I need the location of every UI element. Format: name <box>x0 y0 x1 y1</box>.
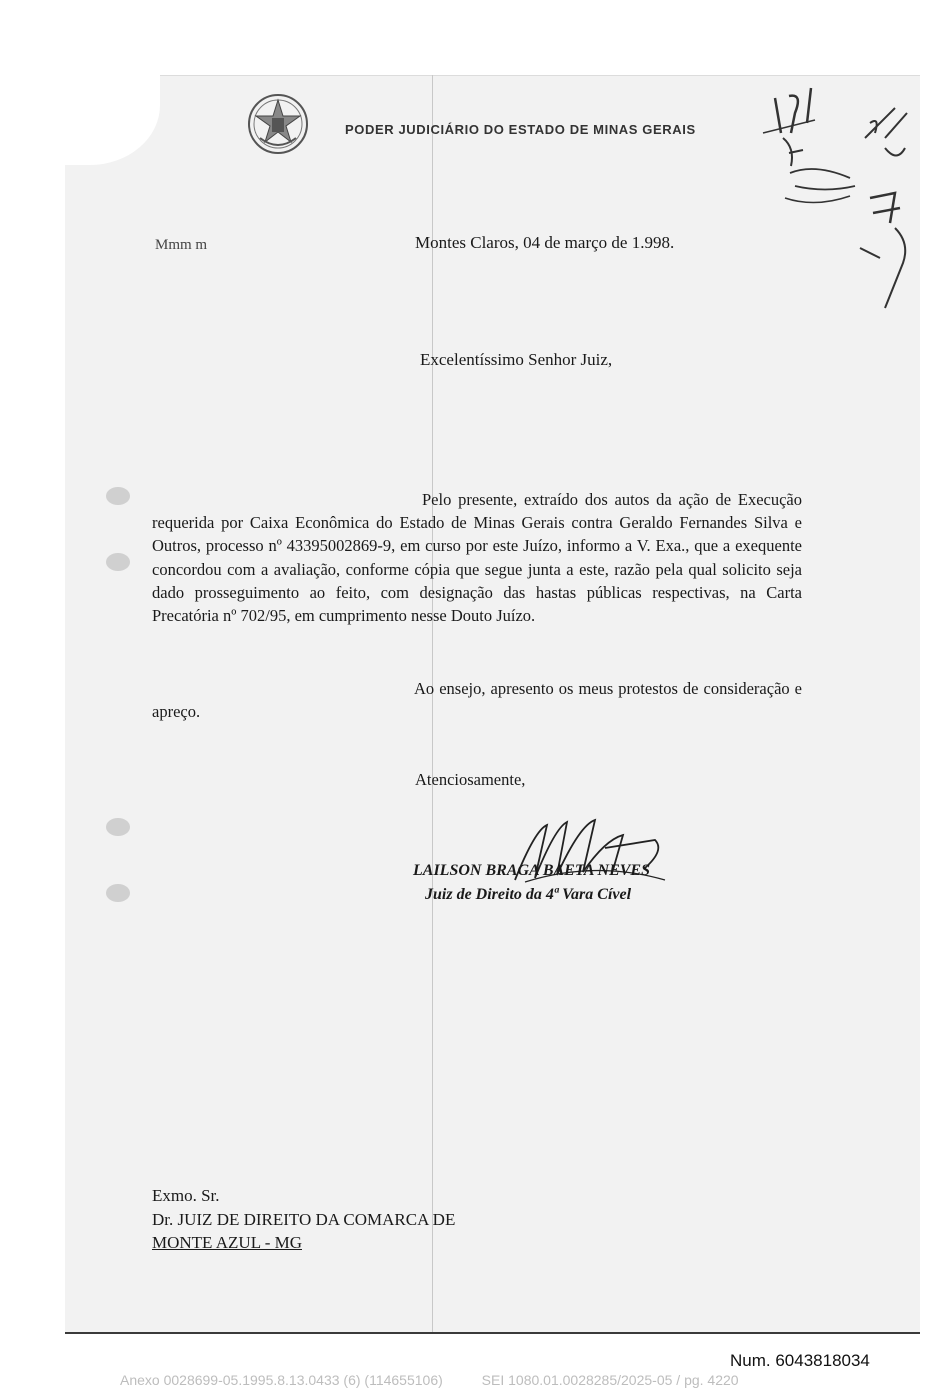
date-line: Montes Claros, 04 de março de 1.998. <box>415 233 675 252</box>
signatory-role: Juiz de Direito da 4ª Vara Cível <box>425 886 632 903</box>
closing-paragraph-text: Ao ensejo, apresento os meus protestos de consideração e apreço. <box>152 679 802 721</box>
punch-hole <box>106 553 130 571</box>
document-number-stamp: Num. 6043818034 <box>730 1351 870 1370</box>
body-paragraph-text: Pelo presente, extraído dos autos da ação de Execução requerida por Caixa Econômica do Estado de Minas Gerais contra Geraldo Fernandes Silva e Outros, processo nº 43395002869-9, em curso por este Juízo, informo a V. Exa., que a exequente concordou com a avaliação, conforme cópia que segue junta a este, razão pela qual solicito seja dado prosseguimento ao feito, com designação das hastas públicas respectivas, na Carta Precatória nº 702/95, em cumprimento nesse Douto Juízo. <box>152 490 802 626</box>
punch-hole <box>106 818 130 836</box>
letterhead-title: PODER JUDICIÁRIO DO ESTADO DE MINAS GERAIS <box>345 122 696 137</box>
body-paragraph <box>152 488 802 627</box>
coat-of-arms-icon <box>246 92 310 156</box>
addressee-line-1: Exmo. Sr. <box>152 1186 220 1205</box>
reference-code: Mmm m <box>155 237 208 253</box>
closing-paragraph <box>152 677 802 723</box>
salutation: Excelentíssimo Senhor Juiz, <box>420 350 613 369</box>
page-footer: Anexo 0028699-05.1995.8.13.0433 (6) (114655106) SEI 1080.01.0028285/2025-05 / pg. 4220 <box>120 1372 739 1388</box>
closing-regards: Atenciosamente, <box>415 770 526 789</box>
signatory-name: LAILSON BRAGA BAETA NEVES <box>413 862 650 879</box>
addressee-line-3: MONTE AZUL - MG <box>152 1233 302 1252</box>
addressee-line-2: Dr. JUIZ DE DIREITO DA COMARCA DE <box>152 1210 456 1229</box>
handwritten-annotations <box>755 78 920 318</box>
sheet-bottom-edge <box>65 1332 920 1334</box>
punch-hole <box>106 487 130 505</box>
punch-hole <box>106 884 130 902</box>
